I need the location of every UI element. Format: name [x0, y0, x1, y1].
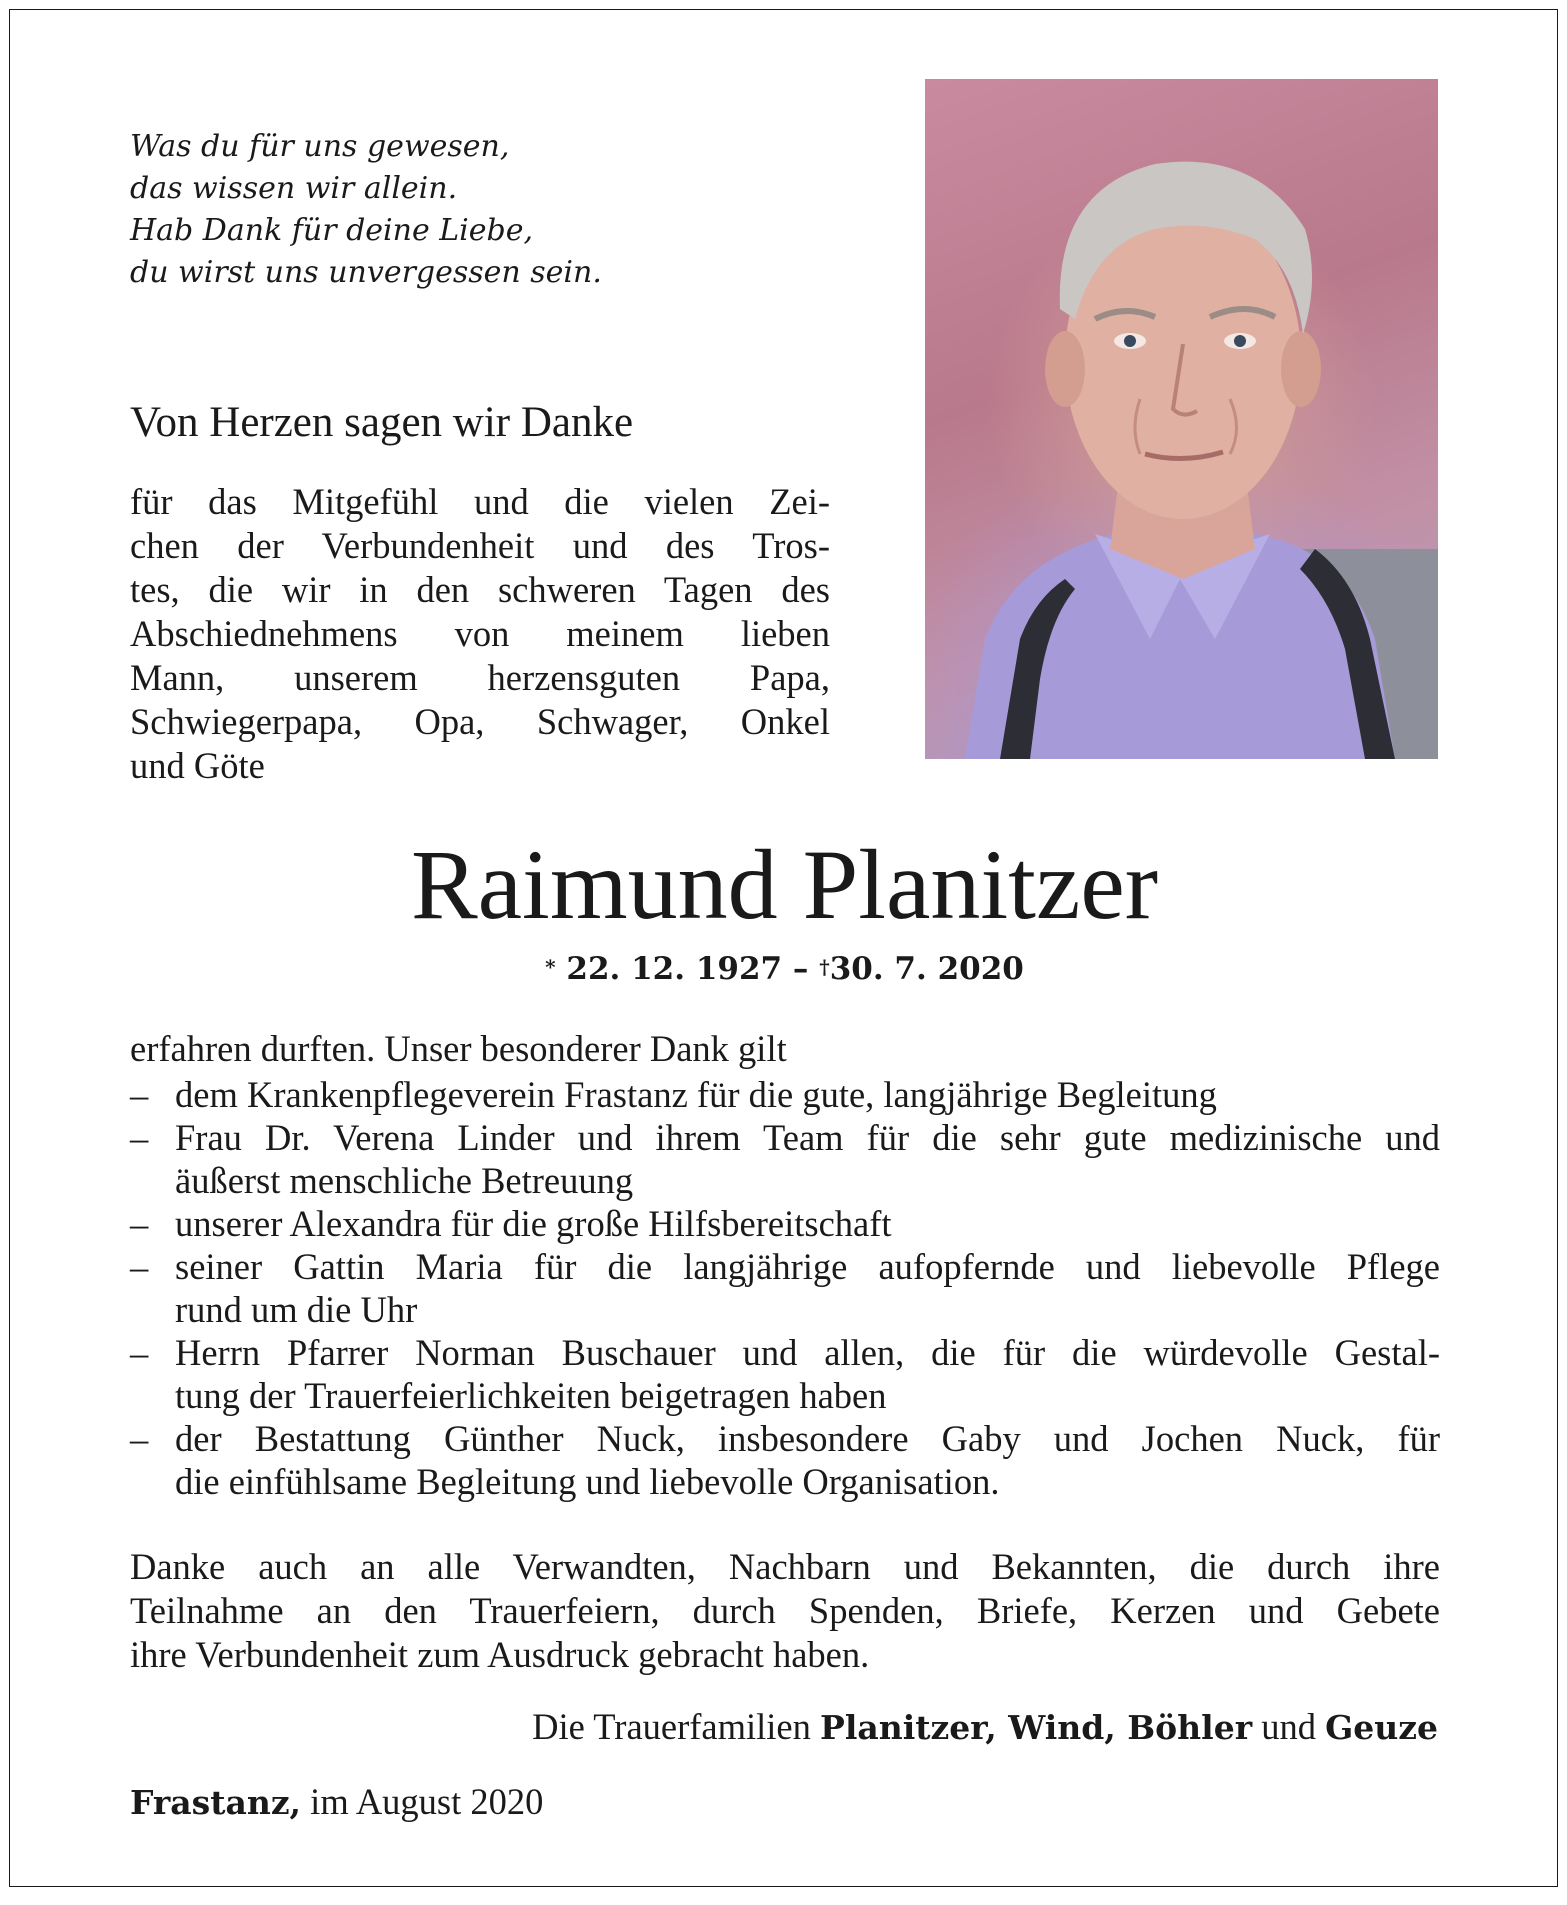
family-signature — [532, 1705, 1438, 1750]
list-line: seiner Gattin Maria für die langjährige aufopfernde und liebevolle Pflege — [175, 1246, 1440, 1287]
list-line: der Bestattung Günther Nuck, insbesondere Gaby und Jochen Nuck, für — [175, 1418, 1440, 1459]
intro-paragraph — [130, 480, 830, 788]
death-date: 30. 7. 2020 — [829, 951, 1024, 987]
death-symbol: † — [819, 955, 830, 979]
quote-line: Was du für uns gewesen, — [130, 129, 510, 164]
list-line: Herrn Pfarrer Norman Buschauer und allen, die für die würdevolle Gestal- — [175, 1332, 1440, 1373]
life-dates — [10, 947, 1559, 991]
memorial-quote — [130, 126, 602, 294]
list-line: unserer Alexandra für die große Hilfsbereitschaft — [175, 1203, 892, 1244]
list-dash: – — [130, 1203, 149, 1244]
closing-line: Teilnahme an den Trauerfeiern, durch Spenden, Briefe, Kerzen und Gebete — [130, 1590, 1440, 1631]
place-town: Frastanz, — [130, 1783, 302, 1822]
intro-line: und Göte — [130, 745, 265, 786]
quote-line: das wissen wir allein. — [130, 171, 458, 206]
list-item — [130, 1202, 1440, 1245]
list-dash: – — [130, 1332, 149, 1373]
intro-line: chen der Verbundenheit und des Tros- — [130, 525, 830, 566]
list-line: dem Krankenpflegeverein Frastanz für die gute, langjährige Begleitung — [175, 1074, 1217, 1115]
family-name-last: Geuze — [1325, 1708, 1438, 1747]
list-item — [130, 1116, 1440, 1202]
pupil-left — [1124, 335, 1136, 347]
birth-date: 22. 12. 1927 — [566, 951, 783, 987]
ear-right — [1281, 331, 1321, 407]
closing-line: Danke auch an alle Verwandten, Nachbarn und Bekannten, die durch ihre — [130, 1546, 1440, 1587]
signature-connector: und — [1261, 1706, 1316, 1747]
closing-line: ihre Verbundenheit zum Ausdruck gebracht haben. — [130, 1634, 870, 1675]
portrait-illustration — [925, 79, 1438, 759]
list-line: die einfühlsame Begleitung und liebevolle Organisation. — [175, 1461, 1000, 1502]
body-lead: erfahren durften. Unser besonderer Dank gilt — [130, 1028, 787, 1069]
intro-line: tes, die wir in den schweren Tagen des — [130, 569, 830, 610]
intro-line: Abschiednehmens von meinem lieben — [130, 613, 830, 654]
intro-line: Schwiegerpapa, Opa, Schwager, Onkel — [130, 701, 830, 742]
list-item — [130, 1417, 1440, 1503]
list-item — [130, 1073, 1440, 1116]
list-item — [130, 1331, 1440, 1417]
deceased-name: Raimund Planitzer — [410, 829, 1159, 940]
portrait-photo — [925, 79, 1438, 759]
birth-symbol: * — [545, 955, 556, 979]
ear-left — [1045, 331, 1085, 407]
thanks-list — [130, 1073, 1440, 1503]
place-date: im August 2020 — [310, 1781, 544, 1822]
list-line: Frau Dr. Verena Linder und ihrem Team für die sehr gute medizinische und — [175, 1117, 1440, 1158]
list-line: rund um die Uhr — [175, 1289, 418, 1330]
list-line: tung der Trauerfeierlichkeiten beigetragen haben — [175, 1375, 887, 1416]
list-item — [130, 1245, 1440, 1331]
quote-line: Hab Dank für deine Liebe, — [130, 213, 533, 248]
closing-paragraph — [130, 1545, 1440, 1677]
list-line: äußerst menschliche Betreuung — [175, 1160, 634, 1201]
pupil-right — [1234, 335, 1246, 347]
thanks-heading: Von Herzen sagen wir Danke — [130, 399, 634, 446]
intro-line: für das Mitgefühl und die vielen Zei- — [130, 481, 830, 522]
list-dash: – — [130, 1418, 149, 1459]
list-dash: – — [130, 1117, 149, 1158]
list-dash: – — [130, 1246, 149, 1287]
place-and-date — [130, 1780, 543, 1825]
family-names: Planitzer, Wind, Böhler — [820, 1708, 1253, 1747]
list-dash: – — [130, 1074, 149, 1115]
quote-line: du wirst uns unvergessen sein. — [130, 255, 602, 290]
date-separator: – — [792, 951, 809, 987]
intro-line: Mann, unserem herzensguten Papa, — [130, 657, 830, 698]
obituary-page — [9, 9, 1558, 1887]
signature-prefix: Die Trauerfamilien — [532, 1706, 811, 1747]
